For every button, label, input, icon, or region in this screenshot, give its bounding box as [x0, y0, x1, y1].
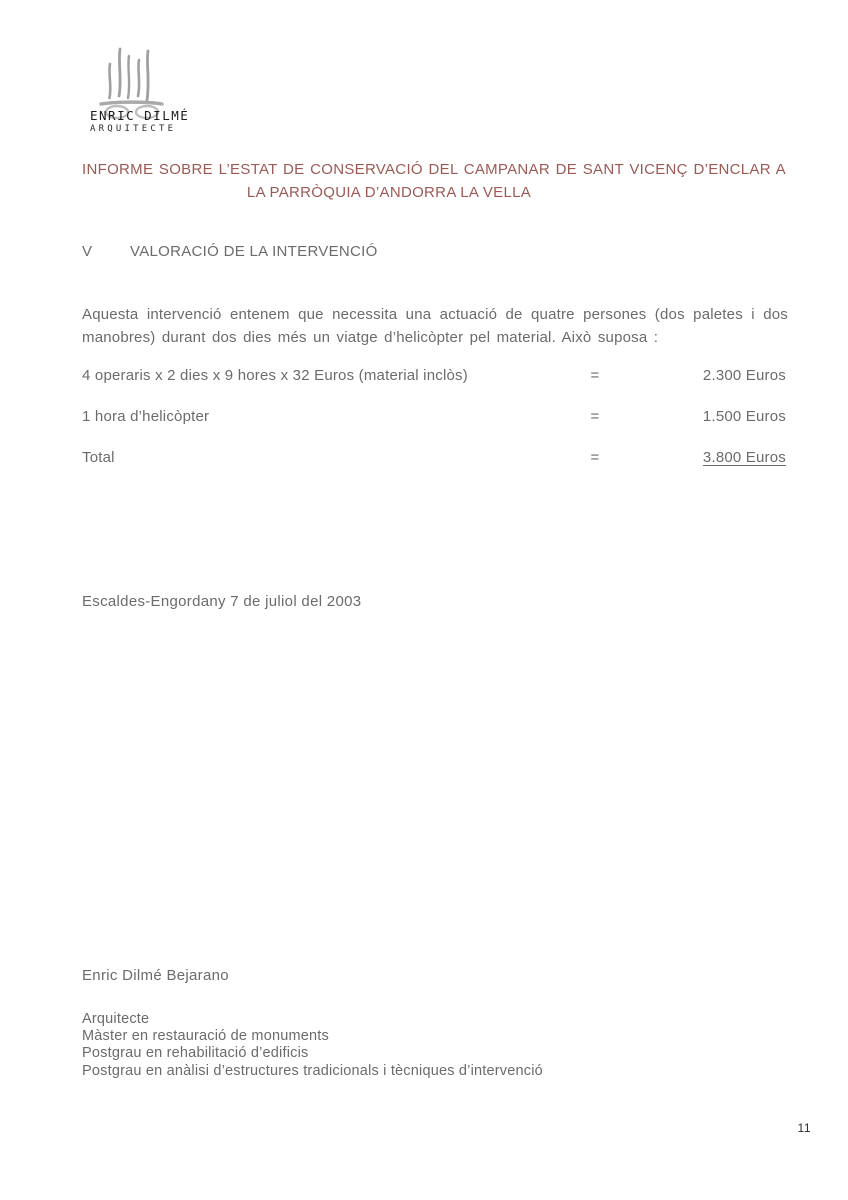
logo-name: ENRIC DILMÉ [90, 108, 190, 123]
date-line: Escaldes-Engordany 7 de juliol del 2003 [82, 593, 362, 610]
cost-row [82, 408, 786, 449]
signatory-name: Enric Dilmé Bejarano [82, 967, 229, 984]
cost-label: 1 hora d’helicòpter [82, 408, 210, 425]
cost-amount: 1.500 Euros [702, 408, 786, 425]
credential-line: Postgrau en rehabilitació d’edificis [82, 1045, 309, 1062]
cost-label: 4 operaris x 2 dies x 9 hores x 32 Euros (material inclòs) [82, 367, 468, 384]
credential-line: Arquitecte [82, 1011, 150, 1027]
equals-sign: = [590, 449, 600, 466]
section-heading [82, 243, 378, 260]
report-title [82, 158, 786, 204]
credential-line: Postgrau en anàlisi d’estructures tradicionals i tècniques d’intervenció [82, 1062, 543, 1079]
equals-sign: = [590, 408, 600, 425]
credential-line: Màster en restauració de monuments [82, 1028, 329, 1045]
section-title: VALORACIÓ DE LA INTERVENCIÓ [130, 243, 378, 260]
cost-row [82, 367, 786, 408]
section-number: V [82, 243, 93, 260]
cost-label: Total [82, 449, 115, 466]
equals-sign: = [590, 367, 600, 384]
page-number: 11 [797, 1121, 811, 1135]
cost-amount-total: 3.800 Euros [702, 449, 786, 466]
logo-subtitle: ARQUITECTE [90, 124, 177, 134]
credentials-block [82, 1011, 543, 1080]
report-title-line-2: LA PARRÒQUIA D’ANDORRA LA VELLA [246, 184, 532, 201]
cost-table [82, 367, 786, 490]
report-title-line-1: INFORME SOBRE L’ESTAT DE CONSERVACIÓ DEL CAMPANAR DE SANT VICENÇ D’ENCLAR A [82, 161, 786, 178]
cost-amount: 2.300 Euros [702, 367, 786, 384]
logo [90, 44, 200, 134]
cost-row-total [82, 449, 786, 490]
intro-paragraph: Aquesta intervenció entenem que necessita una actuació de quatre persones (dos paletes i dos manobres) durant dos dies més un viatge d’helicòpter pel material. Això suposa : [82, 306, 788, 346]
